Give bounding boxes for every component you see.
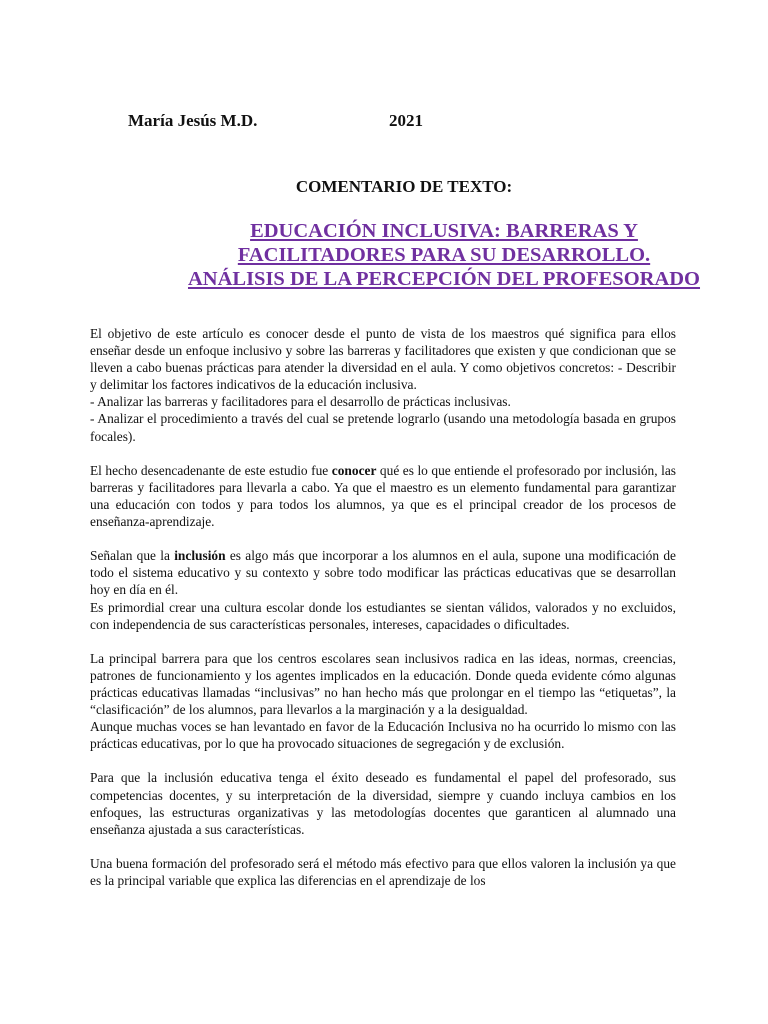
document-title [60, 219, 768, 291]
paragraph-barriers [90, 650, 676, 753]
document-year: 2021 [389, 111, 423, 130]
paragraph-text: Señalan que la [90, 548, 175, 564]
header-line [128, 111, 423, 131]
title-line-2: FACILITADORES PARA SU DESARROLLO. [237, 244, 651, 266]
paragraph-line: Es primordial crear una cultura escolar donde los estudiantes se sientan válidos, valorados y no excluidos, con independencia de sus características personales, intereses, capacidades o dificultades. [90, 599, 676, 632]
paragraph-text: es algo más que incorporar a los alumnos en el aula, supone una modificación de todo el sistema educativo y su contexto y sobre todo modificar las prácticas educativas que se desarrollan hoy en día en él. [90, 548, 676, 598]
paragraph-line: - Analizar el procedimiento a través del cual se pretende lograrlo (usando una metodología basada en grupos focales). [90, 411, 676, 444]
paragraph-line: La principal barrera para que los centros escolares sean inclusivos radica en las ideas, normas, creencias, patrones de funcionamiento y los agentes implicados en la educación. Donde queda evidente cómo algunas prácticas educativas llamadas “inclusivas” no han hecho más que prolongar en el tiempo las “etiquetas”, la “clasificación” de los alumnos, para llevarlos a la marginación y a la desigualdad. [90, 650, 676, 718]
paragraph-line: El objetivo de este artículo es conocer desde el punto de vista de los maestros qué significa para ellos enseñar desde un enfoque inclusivo y sobre las barreras y facilitadores que existen y que condicionan que se lleven a cabo buenas prácticas para atender la diversidad en el aula. Y como objetivos concretos: - Describir y delimitar los factores indicativos de la educación inclusiva. [90, 326, 676, 393]
paragraph-trigger [90, 462, 676, 530]
paragraph-line: Aunque muchas voces se han levantado en favor de la Educación Inclusiva no ha ocurrido lo mismo con las prácticas educativas, por lo que ha provocado situaciones de segregación y de exclusión. [90, 719, 676, 752]
author-name: María Jesús M.D. [128, 111, 258, 130]
paragraph-objectives [90, 325, 676, 445]
title-line-3: ANÁLISIS DE LA PERCEPCIÓN DEL PROFESORADO [187, 268, 701, 290]
paragraph-line [90, 547, 676, 598]
paragraph-teachers: Para que la inclusión educativa tenga el éxito deseado es fundamental el papel del profesorado, sus competencias docentes, y su interpretación de la diversidad, siempre y cuando incluya cambios en los enfoques, las estructuras organizativas y las metodologías docentes que garanticen al alumnado una enseñanza ajustada a sus características. [90, 770, 676, 837]
paragraph-text: El hecho desencadenante de este estudio fue [90, 462, 332, 478]
paragraph-line: - Analizar las barreras y facilitadores para el desarrollo de prácticas inclusivas. [90, 394, 511, 410]
bold-term: conocer [331, 462, 377, 478]
paragraph-text: qué es lo que entiende el profesorado por inclusión, las barreras y facilitadores para llevarla a cabo. Ya que el maestro es un elemento fundamental para garantizar una educación con todos y para todos los alumnos, ya que es el principal creador de los procesos de enseñanza-aprendizaje. [90, 462, 676, 530]
paragraph-training: Una buena formación del profesorado será el método más efectivo para que ellos valoren la inclusión ya que es la principal variable que explica las diferencias en el aprendizaje de los [90, 855, 676, 888]
title-line-1: EDUCACIÓN INCLUSIVA: BARRERAS Y [250, 220, 638, 242]
document-subtitle: COMENTARIO DE TEXTO: [295, 177, 513, 196]
bold-term: inclusión [174, 548, 226, 564]
document-body [90, 325, 676, 906]
paragraph-inclusion [90, 547, 676, 632]
